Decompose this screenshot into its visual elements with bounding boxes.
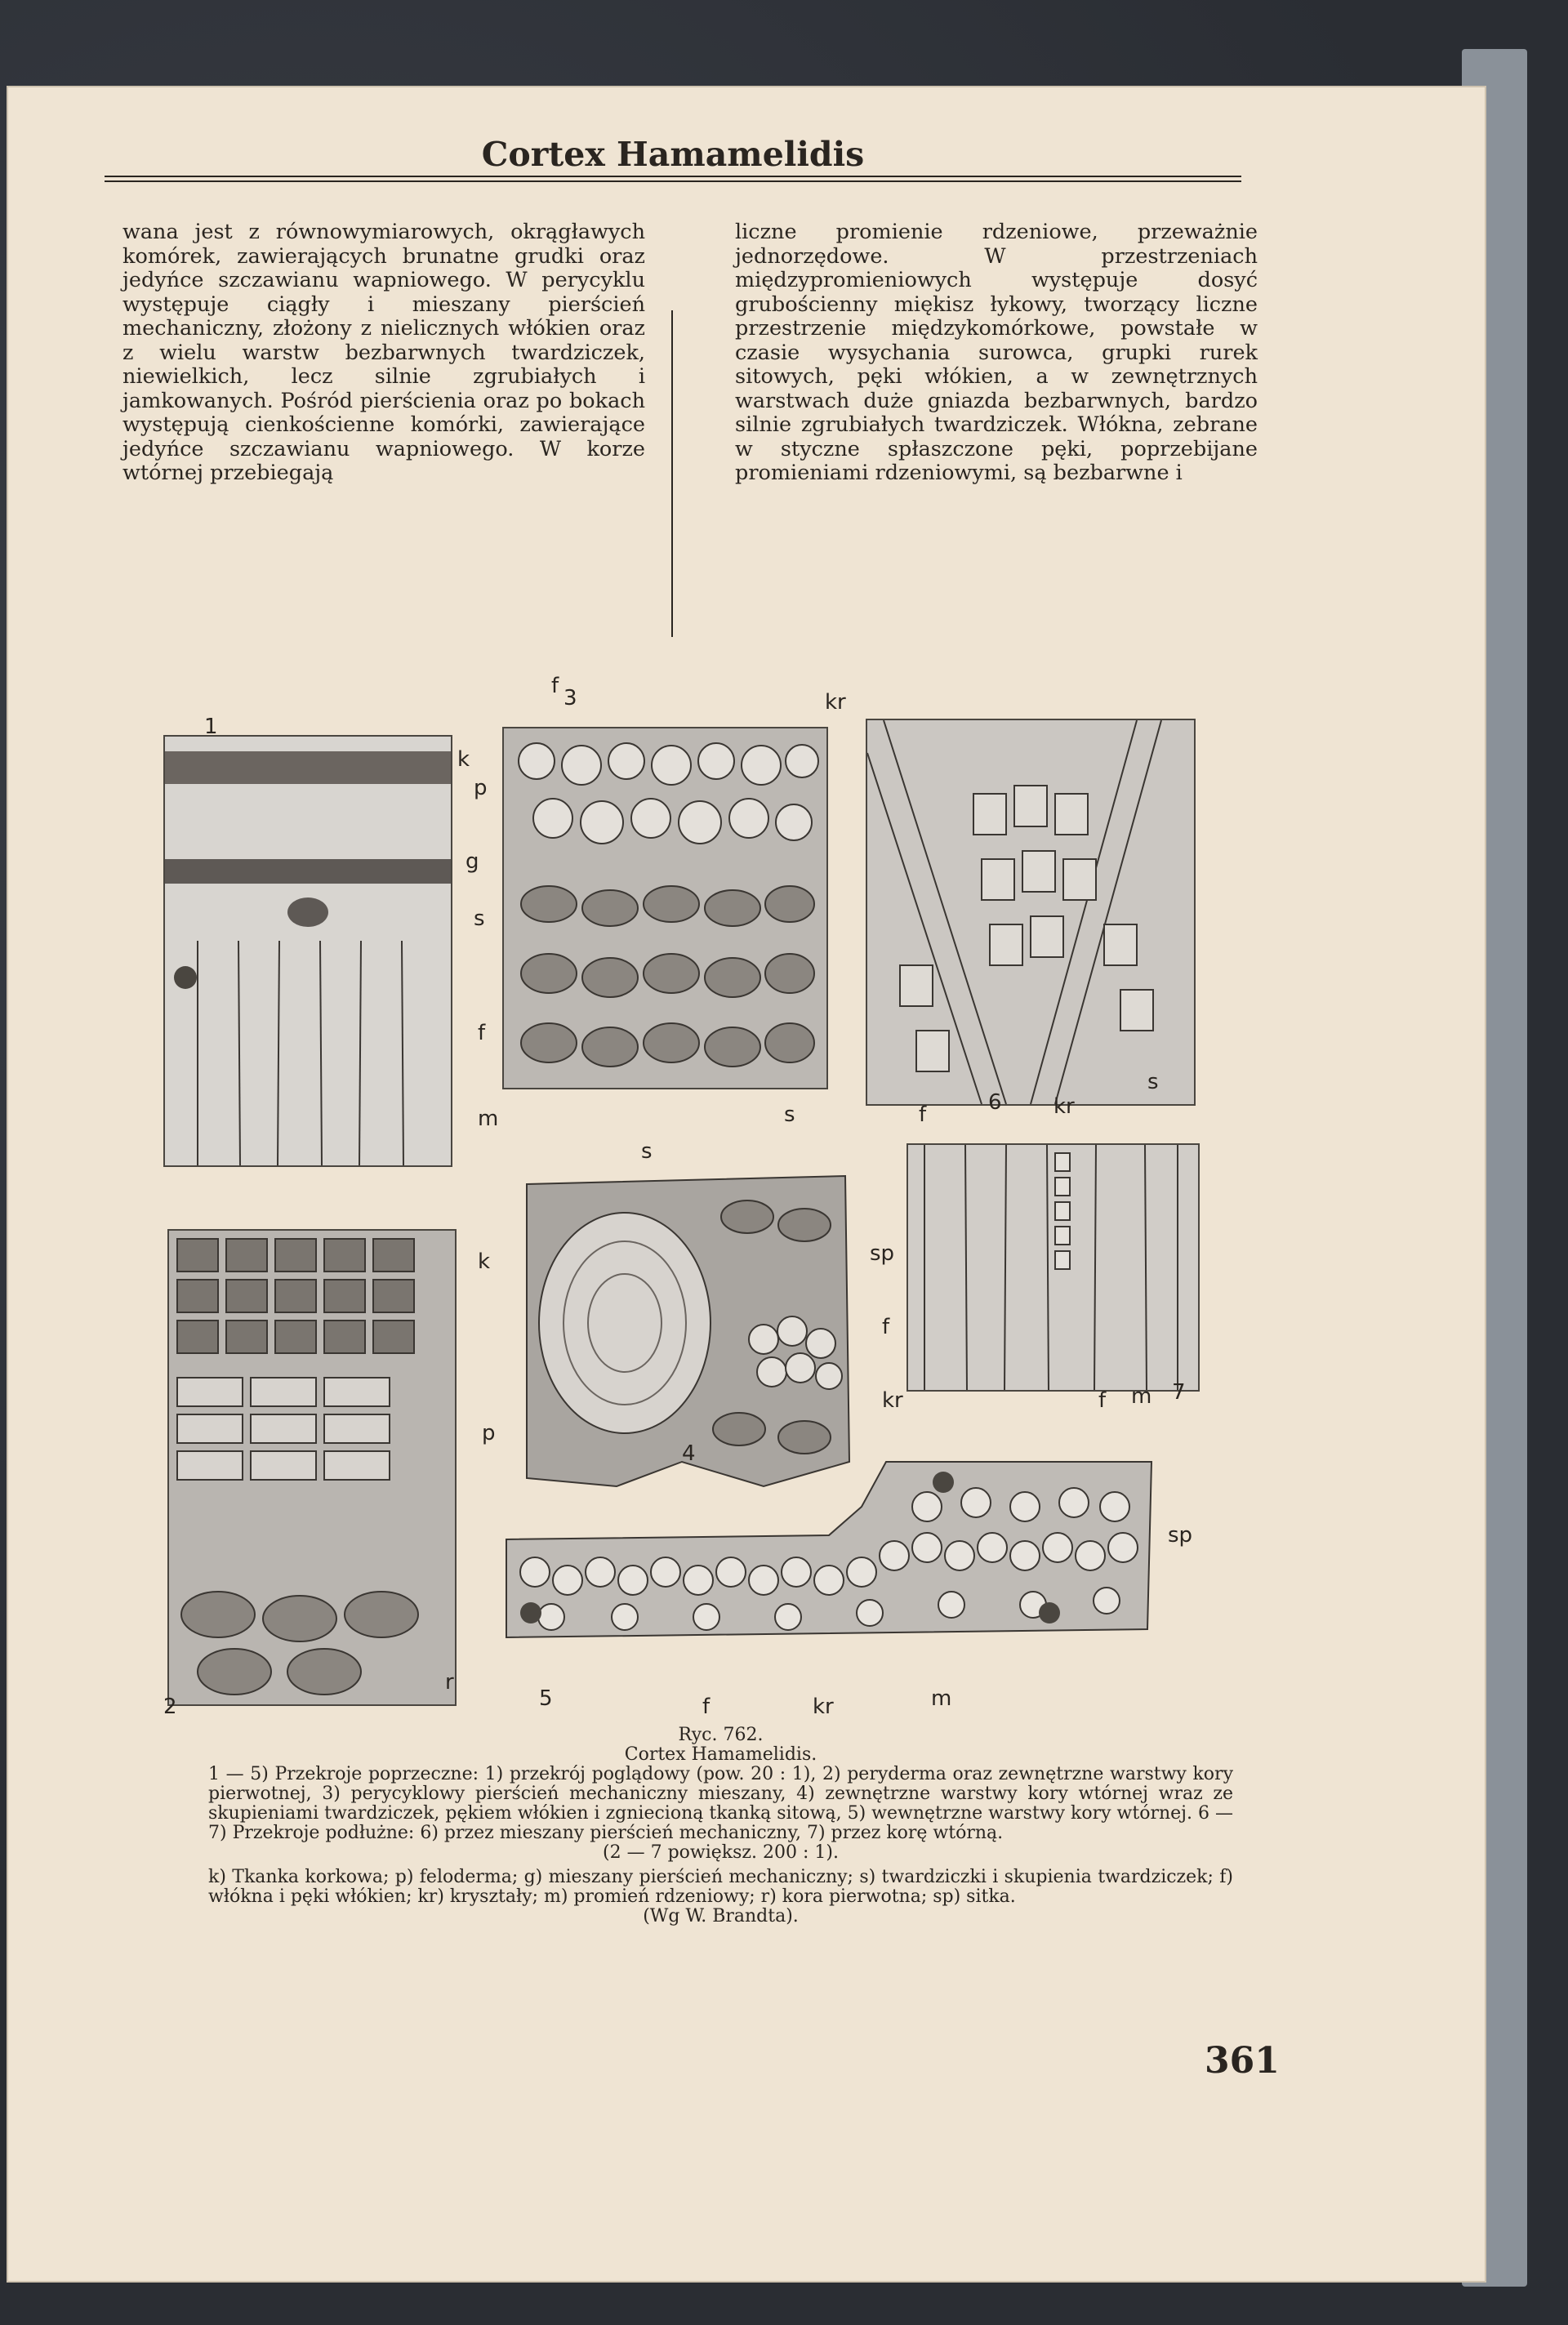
panel-label: s	[641, 1139, 653, 1164]
panel-5-drawing	[502, 1458, 1156, 1654]
panel-label: k	[478, 1249, 491, 1274]
panel-label: f	[702, 1695, 710, 1719]
panel-label: kr	[1054, 1094, 1075, 1119]
panel-number: 6	[988, 1090, 1002, 1115]
panel-label: m	[931, 1686, 952, 1711]
text-column-right	[735, 220, 1258, 486]
panel-label: p	[474, 776, 488, 800]
panel-label: f	[919, 1102, 927, 1127]
panel-number: 4	[682, 1441, 696, 1466]
figure-legend: k) Tkanka korkowa; p) feloderma; g) mieszany pierścień mechaniczny; s) twardziczki i skupienia twardziczek; f) włókna i pęki włókien; kr) kryształy; m) promień rdzeniowy; r) kora pierwotna; sp) sitka.	[208, 1867, 1233, 1907]
running-header	[105, 135, 1241, 176]
panel-7-drawing	[906, 1143, 1200, 1392]
text-column-left	[122, 220, 645, 486]
panel-label: f	[1098, 1388, 1107, 1413]
panel-label: k	[457, 747, 470, 772]
panel-number: 5	[539, 1686, 553, 1711]
figure-source: (Wg W. Brandta).	[643, 1906, 799, 1926]
figure-number: Ryc. 762.	[678, 1725, 764, 1745]
panel-label: sp	[1168, 1523, 1193, 1548]
header-rule-bottom	[105, 180, 1241, 182]
paragraph-right: liczne promienie rdzeniowe, przeważnie jednorzędowe. W przestrzeniach międzypromieniowych występuje dosyć grubościenny miękisz łykowy, tworzący liczne przestrzenie międzykomórkowe, powstałe w czasie wysychania surowca, grupki rurek sitowych, pęki włókien, a w zewnętrznych warstwach duże gniazda bezbarwnych, bardzo silnie zgrubiałych twardziczek. Włókna, zebrane w styczne spłaszczone pęki, poprzebijane promieniami rdzeniowymi, są bezbarwne i	[735, 220, 1258, 485]
panel-number: 2	[163, 1695, 177, 1719]
panel-6-drawing	[866, 719, 1196, 1106]
column-divider	[671, 310, 673, 637]
header-rule-top	[105, 176, 1241, 177]
panel-label: f	[551, 674, 559, 698]
panel-label: m	[478, 1107, 499, 1131]
panel-label: m	[1131, 1384, 1152, 1409]
panel-number: 1	[204, 715, 218, 739]
panel-1-drawing	[163, 735, 452, 1167]
panel-label: s	[1147, 1070, 1159, 1094]
figure-description: 1 — 5) Przekroje poprzeczne: 1) przekrój poglądowy (pow. 20 : 1), 2) peryderma oraz zewnętrzne warstwy kory pierwotnej, 3) perycyklowy pierścień mechaniczny mieszany, 4) zewnętrzne warstwy kory wtórnej wraz ze skupieniami twardziczek, pękiem włókien i zgniecioną tkanką sitową, 5) wewnętrzne warstwy kory wtórnej. 6 — 7) Przekroje podłużne: 6) przez mieszany pierścień mechaniczny, 7) przez korę wtórną.	[208, 1764, 1233, 1843]
panel-label: kr	[882, 1388, 903, 1413]
panel-label: r	[445, 1670, 454, 1695]
panel-label: p	[482, 1421, 496, 1445]
panel-label: kr	[825, 690, 846, 715]
panel-label: s	[784, 1102, 795, 1127]
panel-number: 7	[1172, 1380, 1186, 1405]
figure-caption	[208, 1726, 1233, 1926]
panel-number: 3	[564, 686, 577, 710]
panel-label: f	[882, 1315, 890, 1339]
panel-label: kr	[813, 1695, 834, 1719]
panel-label: f	[478, 1021, 486, 1045]
panel-label: sp	[870, 1241, 895, 1266]
panel-2-drawing	[167, 1229, 457, 1706]
panel-label: s	[474, 906, 485, 931]
panel-label: g	[466, 849, 479, 874]
figure-title: Cortex Hamamelidis.	[624, 1744, 817, 1765]
panel-3-drawing	[502, 727, 828, 1089]
magnification-note: (2 — 7 powiększ. 200 : 1).	[603, 1842, 839, 1863]
micrograph-figure	[155, 674, 1217, 1719]
page-title: Cortex Hamamelidis	[481, 135, 865, 174]
page-number: 361	[1205, 2040, 1280, 2082]
paragraph-left: wana jest z równowymiarowych, okrągławych komórek, zawierających brunatne grudki oraz jedyńce szczawianu wapniowego. W perycyklu występuje ciągły i mieszany pierścień mechaniczny, złożony z nielicznych włókien oraz z wielu warstw bezbarwnych twardziczek, niewielkich, lecz silnie zgrubiałych i jamkowanych. Pośród pierścienia oraz po bokach występują cienkościenne komórki, zawierające jedyńce szczawianu wapniowego. W korze wtórnej przebiegają	[122, 220, 645, 485]
